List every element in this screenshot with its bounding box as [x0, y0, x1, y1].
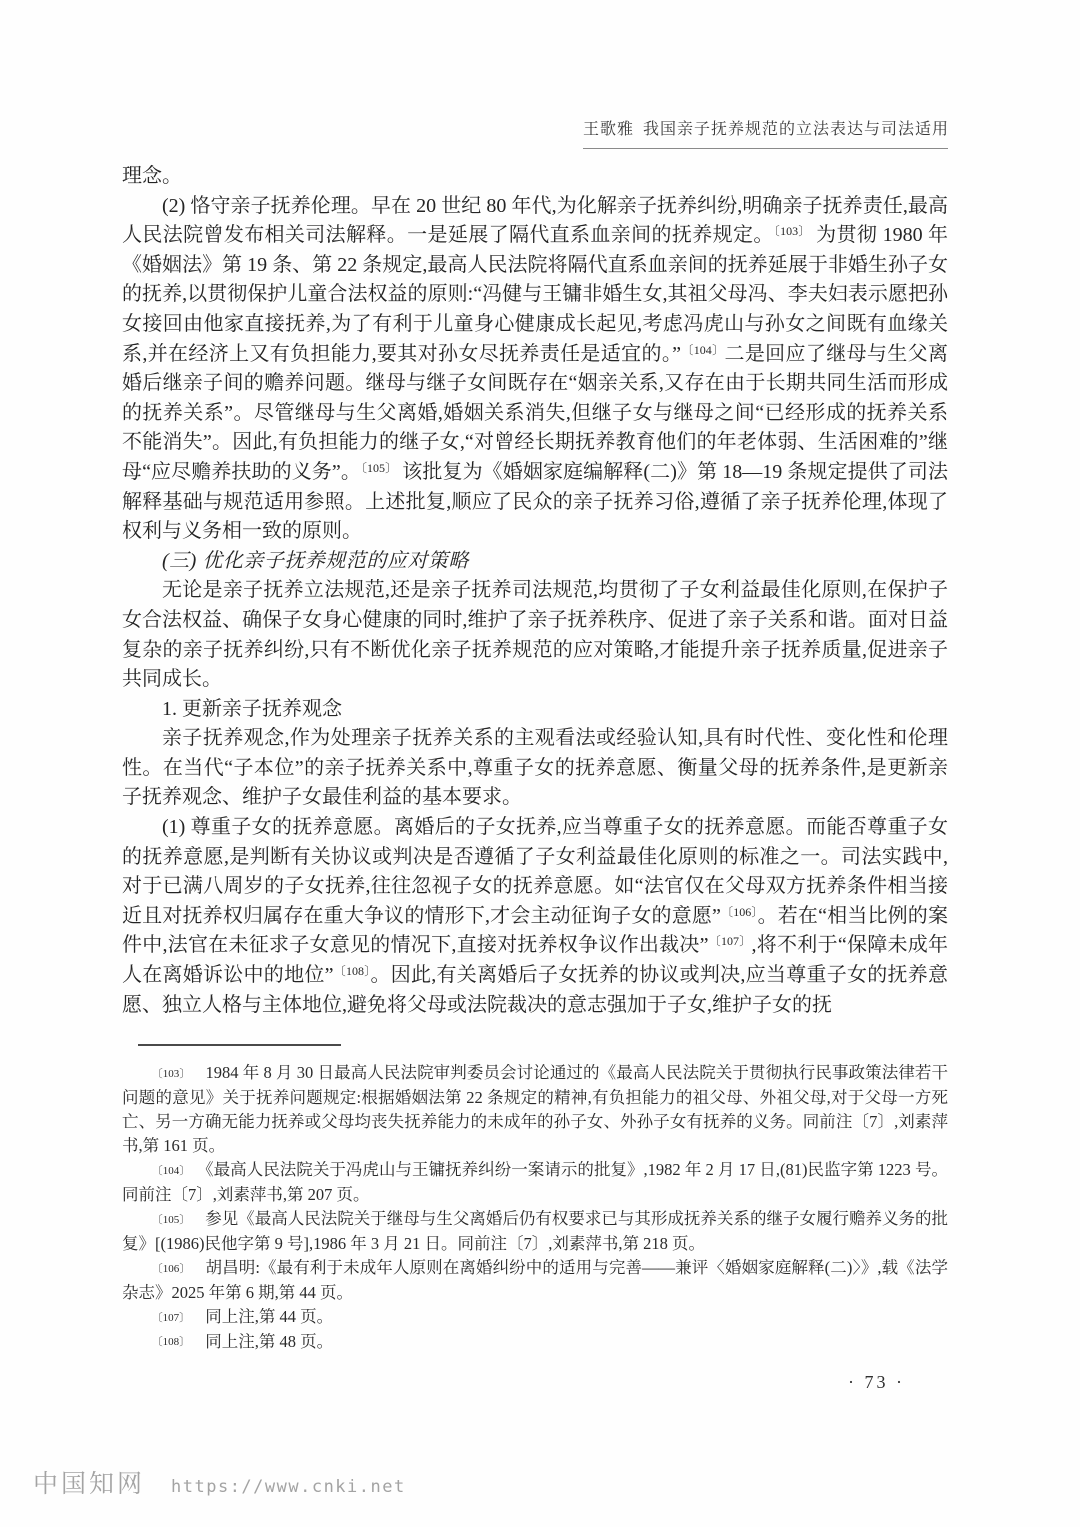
footnote-item: 〔104〕 《最高人民法院关于冯虎山与王镛抚养纠纷一案请示的批复》,1982 年 2 月 17 日,(81)民监字第 1223 号。同前注〔7〕,刘素萍书,第 207 页。	[122, 1160, 949, 1205]
footnote-item: 〔103〕 1984 年 8 月 30 日最高人民法院审判委员会讨论通过的《最高人民法院关于贯彻执行民事政策法律若干问题的意见》关于抚养问题规定:根据婚姻法第 22 条规定的精神,有负担能力的祖父母、外祖父母,对于父母一方死亡、另一方确无能力抚养或父母均丧失抚养能力的未成年的孙子女、外孙子女有抚养的义务。同前注〔7〕,刘素萍书,第 161 页。	[122, 1063, 949, 1156]
footnote-separator	[138, 1044, 341, 1046]
footnote-item: 〔105〕 参见《最高人民法院关于继母与生父离婚后仍有权要求已与其形成抚养关系的继子女履行赡养义务的批复》[(1986)民他字第 9 号],1986 年 3 月 21 日。同前注〔7〕,刘素萍书,第 218 页。	[122, 1209, 949, 1253]
page-number: · 73 ·	[848, 1372, 905, 1392]
footnote-item: 〔106〕 胡昌明:《最有利于未成年人原则在离婚纠纷中的适用与完善——兼评〈婚姻家庭解释(二)〉》,载《法学杂志》2025 年第 6 期,第 44 页。	[122, 1258, 948, 1302]
footnote-ref: 〔105〕	[360, 460, 398, 475]
footnote-ref: 〔103〕	[773, 224, 811, 239]
footnote-marker: 〔108〕	[151, 1336, 191, 1349]
running-head	[583, 116, 948, 149]
footnote-ref: 〔107〕	[708, 934, 752, 949]
footnote-ref: 〔106〕	[720, 904, 758, 919]
footnote-marker: 〔107〕	[151, 1311, 191, 1324]
article-body	[122, 162, 948, 1020]
footnote-ref: 〔108〕	[333, 964, 371, 979]
paragraph-strategy-intro: 无论是亲子抚养立法规范,还是亲子抚养司法规范,均贯彻了子女利益最佳化原则,在保护子女合法权益、确保子女身心健康的同时,维护了亲子抚养秩序、促进了亲子关系和谐。面对日益复杂的亲子抚养纠纷,只有不断优化亲子抚养规范的应对策略,才能提升亲子抚养质量,促进亲子共同成长。	[122, 579, 948, 691]
running-head-author: 王歌雅	[583, 121, 635, 138]
paragraph-concept: 亲子抚养观念,作为处理亲子抚养关系的主观看法或经验认知,具有时代性、变化性和伦理性。在当代“子本位”的亲子抚养关系中,尊重子女的抚养意愿、衡量父母的抚养条件,是更新亲子抚养观念、维护子女最佳利益的基本要求。	[122, 727, 948, 809]
watermark-site-name: 中国知网	[33, 1471, 146, 1498]
paragraph-2-qiashou-ethics: (2) 恪守亲子抚养伦理。早在 20 世纪 80 年代,为化解亲子抚养纠纷,明确亲子抚养责任,最高人民法院曾发布相关司法解释。一是延展了隔代直系血亲间的抚养规定。$^{〔103〕}$ 为贯彻 1980 年《婚姻法》第 19 条、第 22 条规定,最高人民法院将隔代直系血亲间的抚养延展于非婚生孙子女的抚养,以贯彻保护儿童合法权益的原则:“冯健与王镛非婚生女,其祖父母冯、李夫妇表示愿把孙女接回由他家直接抚养,为了有利于儿童身心健康成长起见,考虑冯虎山与孙女之间既有血缘关系,并在经济上又有负担能力,要其对孙女尽抚养责任是适宜的。”$^{〔104〕}$二是回应了继母与生父离婚后继亲子间的赡养问题。继母与继子女间既存在“姻亲关系,又存在由于长期共同生活而形成的抚养关系”。尽管继母与生父离婚,婚姻关系消失,但继子女与继母之间“已经形成的抚养关系不能消失”。因此,有负担能力的继子女,“对曾经长期抚养教育他们的年老体弱、生活困难的”继母“应尽赡养扶助的义务”。$^{〔105〕}$ 该批复为《婚姻家庭编解释(二)》第 18—19 条规定提供了司法解释基础与规范适用参照。上述批复,顺应了民众的亲子抚养习俗,遵循了亲子抚养伦理,体现了权利与义务相一致的原则。	[122, 194, 949, 543]
footnote-marker: 〔106〕	[151, 1262, 191, 1275]
paragraph-continuation: 理念。	[122, 165, 182, 187]
subsection-heading-3: (三) 优化亲子抚养规范的应对策略	[162, 549, 469, 572]
footnote-ref: 〔104〕	[681, 342, 725, 357]
numbered-heading-1: 1. 更新亲子抚养观念	[162, 697, 342, 720]
paragraph-respect-will: (1) 尊重子女的抚养意愿。离婚后的子女抚养,应当尊重子女的抚养意愿。而能否尊重子女的抚养意愿,是判断有关协议或判决是否遵循了子女利益最佳化原则的标准之一。司法实践中,对于已满八周岁的子女抚养,往往忽视子女的抚养意愿。如“法官仅在父母双方抚养条件相当接近且对抚养权归属存在重大争议的情形下,才会主动征询子女的意愿”$^{〔106〕}$。若在“相当比例的案件中,法官在未征求子女意见的情况下,直接对抚养权争议作出裁决”$^{〔107〕}$,将不利于“保障未成年人在离婚诉讼中的地位”$^{〔108〕}$。因此,有关离婚后子女抚养的协议或判决,应当尊重子女的抚养意愿、独立人格与主体地位,避免将父母或法院裁决的意志强加于子女,维护子女的抚	[122, 816, 948, 1016]
footnote-marker: 〔104〕	[151, 1164, 191, 1177]
footnote-marker: 〔103〕	[151, 1067, 191, 1080]
watermark-url: https://www.cnki.net	[171, 1477, 406, 1497]
running-head-title: 我国亲子抚养规范的立法表达与司法适用	[643, 121, 950, 138]
watermark	[33, 1464, 406, 1500]
footnote-item: 〔108〕 同上注,第 48 页。	[151, 1331, 334, 1351]
footnotes-list	[122, 1061, 948, 1354]
footnote-marker: 〔105〕	[151, 1213, 191, 1226]
footnote-item: 〔107〕 同上注,第 44 页。	[151, 1307, 334, 1327]
